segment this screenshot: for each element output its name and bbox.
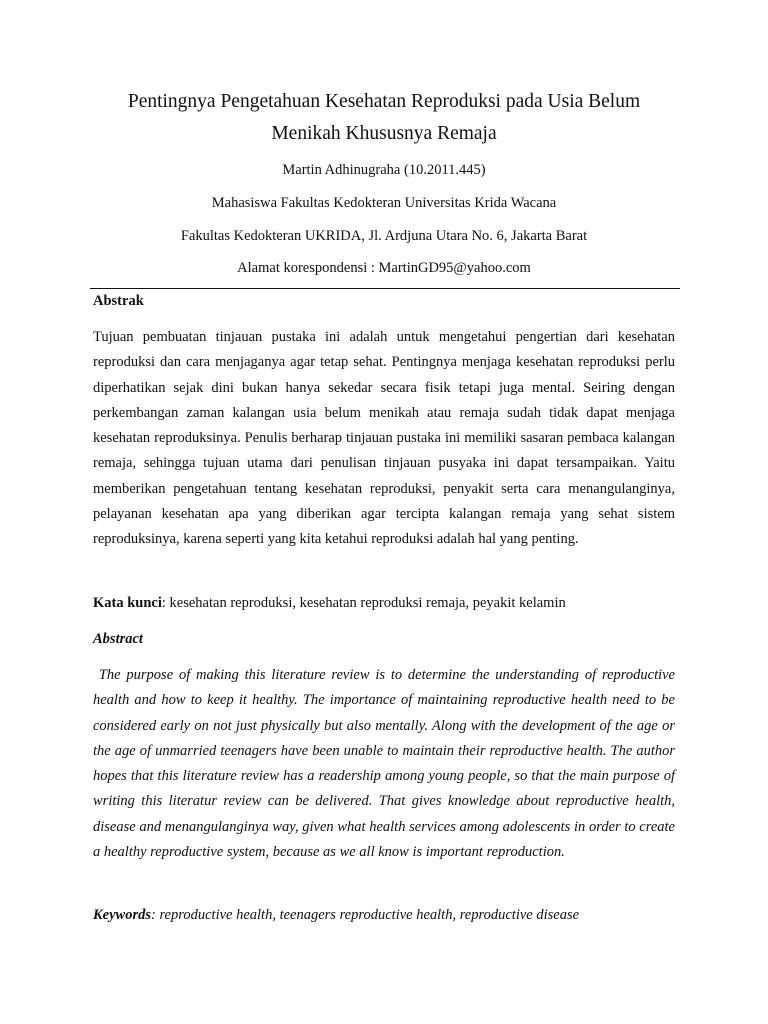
keywords-line [93,906,683,924]
keywords-label: Keywords [93,907,151,923]
kata-kunci-text: : kesehatan reproduksi, kesehatan reproduksi remaja, peyakit kelamin [161,595,566,611]
title-line-2: Menikah Khususnya Remaja [271,123,497,144]
header-divider [90,288,680,289]
kata-kunci-line [93,594,683,612]
author-name: Martin Adhinugraha (10.2011.445) [282,162,486,178]
keywords-text: : reproductive health, teenagers reproductive health, reproductive disease [151,907,580,923]
author-affiliation: Mahasiswa Fakultas Kedokteran Universitas Krida Wacana [211,195,557,211]
kata-kunci-label: Kata kunci [93,595,162,611]
abstrak-heading: Abstrak [93,293,144,309]
author-address: Fakultas Kedokteran UKRIDA, Jl. Ardjuna Utara No. 6, Jakarta Barat [180,228,588,244]
abstrak-body: Tujuan pembuatan tinjauan pustaka ini adalah untuk mengetahui pengertian dari kesehatan reproduksi dan cara menjaganya agar tetap sehat. Pentingnya menjaga kesehatan reproduksi perlu diperhatikan sejak dini bukan hanya sekedar secara fisik tetapi juga mental. Seiring dengan perkembangan zaman kalangan usia belum menikah atau remaja sudah tidak dapat menjaga kesehatan reproduksinya. Penulis berharap tinjauan pustaka ini memiliki sasaran pembaca kalangan remaja, sehingga tujuan utama dari penulisan tinjauan pusyaka ini dapat tersampaikan. Yaitu memberikan pengetahuan tentang kesehatan reproduksi, penyakit serta cara menangulanginya, pelayanan kesehatan apa yang diberikan agar tercipta kalangan remaja yang sehat sistem reproduksinya, karena seperti yang kita ketahui reproduksi adalah hal yang penting. [93,329,675,548]
correspondence-email: Alamat korespondensi : MartinGD95@yahoo.com [237,260,531,276]
abstract-body: The purpose of making this literature review is to determine the understanding of reproductive health and how to keep it healthy. The importance of maintaining reproductive health need to be considered early on not just physically but also mentally. Along with the development of the age or the age of unmarried teenagers have been unable to maintain their reproductive health. The author hopes that this literature review has a readership among young people, so that the main purpose of writing this literatur review can be delivered. That gives knowledge about reproductive health, disease and menangulanginya way, given what health services among adolescents in order to create a healthy reproductive system, because as we all know is important reproduction. [93,667,679,861]
paper-title [80,86,688,150]
abstract-heading: Abstract [93,631,143,647]
title-line-1: Pentingnya Pengetahuan Kesehatan Reproduksi pada Usia Belum [127,91,641,112]
